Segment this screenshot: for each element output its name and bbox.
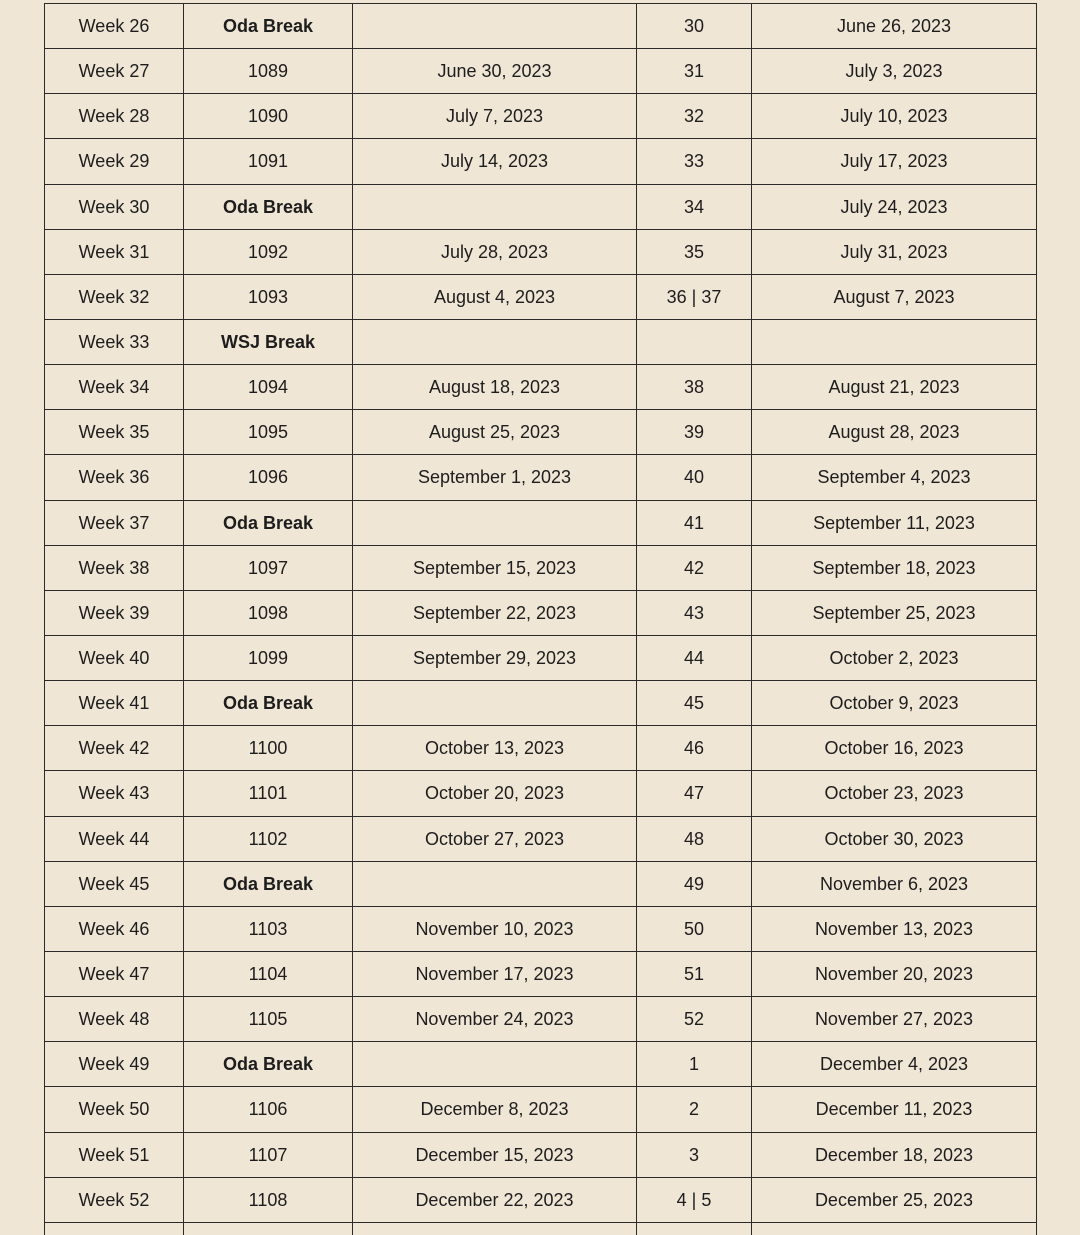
week-cell: Week 48 (45, 997, 184, 1042)
week-cell: Week 35 (45, 410, 184, 455)
chapter-date-cell (353, 500, 637, 545)
chapter-cell: 1093 (184, 274, 353, 319)
chapter-date-cell: November 17, 2023 (353, 951, 637, 996)
episode-date-cell: October 9, 2023 (752, 681, 1037, 726)
chapter-date-cell: June 30, 2023 (353, 49, 637, 94)
episode-date-cell: October 2, 2023 (752, 635, 1037, 680)
episode-cell: 35 (637, 229, 752, 274)
episode-date-cell: November 13, 2023 (752, 906, 1037, 951)
week-cell: Week 43 (45, 771, 184, 816)
episode-date-cell: August 21, 2023 (752, 365, 1037, 410)
week-cell: Week 47 (45, 951, 184, 996)
chapter-date-cell: November 24, 2023 (353, 997, 637, 1042)
chapter-date-cell: September 22, 2023 (353, 590, 637, 635)
episode-cell: 48 (637, 816, 752, 861)
table-row (45, 500, 1037, 545)
table-row (45, 590, 1037, 635)
week-cell: Week 32 (45, 274, 184, 319)
chapter-cell: WSJ Break (184, 319, 353, 364)
chapter-cell: 1097 (184, 545, 353, 590)
chapter-date-cell: July 7, 2023 (353, 94, 637, 139)
episode-date-cell: December 18, 2023 (752, 1132, 1037, 1177)
table-row (45, 771, 1037, 816)
table-row (45, 274, 1037, 319)
chapter-date-cell: August 18, 2023 (353, 365, 637, 410)
week-cell: Week 33 (45, 319, 184, 364)
release-schedule-table (44, 3, 1037, 1235)
episode-cell: 41 (637, 500, 752, 545)
week-cell: Week 31 (45, 229, 184, 274)
table-row (45, 94, 1037, 139)
week-cell: Week 27 (45, 49, 184, 94)
chapter-cell: 1099 (184, 635, 353, 680)
chapter-cell: 1108 (184, 1177, 353, 1222)
chapter-cell: 1096 (184, 455, 353, 500)
chapter-cell: 1095 (184, 410, 353, 455)
chapter-date-cell: December 15, 2023 (353, 1132, 637, 1177)
table-row (45, 4, 1037, 49)
chapter-cell: 1106 (184, 1087, 353, 1132)
episode-cell: 33 (637, 139, 752, 184)
week-cell: Week 39 (45, 590, 184, 635)
episode-date-cell: November 20, 2023 (752, 951, 1037, 996)
episode-cell: 52 (637, 997, 752, 1042)
table-row (45, 1087, 1037, 1132)
week-cell: Week 38 (45, 545, 184, 590)
episode-cell: 40 (637, 455, 752, 500)
chapter-date-cell: July 14, 2023 (353, 139, 637, 184)
week-cell: Week 45 (45, 861, 184, 906)
chapter-cell: 1090 (184, 94, 353, 139)
chapter-date-cell: August 4, 2023 (353, 274, 637, 319)
table-row (45, 635, 1037, 680)
chapter-cell: 1089 (184, 49, 353, 94)
table-row (45, 365, 1037, 410)
chapter-date-cell: October 20, 2023 (353, 771, 637, 816)
week-cell: Week 46 (45, 906, 184, 951)
week-cell: Week 29 (45, 139, 184, 184)
chapter-cell: 1105 (184, 997, 353, 1042)
chapter-cell: Oda Break (184, 500, 353, 545)
table-row (45, 906, 1037, 951)
chapter-cell: 1098 (184, 590, 353, 635)
chapter-cell: 1103 (184, 906, 353, 951)
chapter-date-cell: December 8, 2023 (353, 1087, 637, 1132)
chapter-date-cell: December 22, 2023 (353, 1177, 637, 1222)
week-cell: Week 51 (45, 1132, 184, 1177)
episode-date-cell: December 11, 2023 (752, 1087, 1037, 1132)
episode-date-cell: August 28, 2023 (752, 410, 1037, 455)
week-cell: Week 49 (45, 1042, 184, 1087)
table-row (45, 951, 1037, 996)
episode-cell: 51 (637, 951, 752, 996)
table-row (45, 816, 1037, 861)
chapter-cell: Oda Break (184, 861, 353, 906)
episode-cell: 38 (637, 365, 752, 410)
table-row-partial (45, 1222, 1037, 1235)
episode-date-cell: July 10, 2023 (752, 94, 1037, 139)
chapter-date-cell (353, 681, 637, 726)
episode-cell: 42 (637, 545, 752, 590)
episode-cell (637, 319, 752, 364)
table-row (45, 726, 1037, 771)
week-cell: Week 41 (45, 681, 184, 726)
episode-cell: 3 (637, 1132, 752, 1177)
chapter-date-cell: August 25, 2023 (353, 410, 637, 455)
chapter-cell: 1101 (184, 771, 353, 816)
chapter-cell: 1092 (184, 229, 353, 274)
episode-date-cell: July 17, 2023 (752, 139, 1037, 184)
episode-cell: 31 (637, 49, 752, 94)
episode-date-cell: July 31, 2023 (752, 229, 1037, 274)
episode-date-cell: September 4, 2023 (752, 455, 1037, 500)
chapter-cell: 1102 (184, 816, 353, 861)
episode-cell: 34 (637, 184, 752, 229)
episode-date-cell: December 4, 2023 (752, 1042, 1037, 1087)
empty-cell (353, 1222, 637, 1235)
table-row (45, 861, 1037, 906)
episode-cell: 32 (637, 94, 752, 139)
chapter-cell: 1094 (184, 365, 353, 410)
episode-date-cell: October 30, 2023 (752, 816, 1037, 861)
chapter-cell: Oda Break (184, 184, 353, 229)
week-cell: Week 37 (45, 500, 184, 545)
week-cell: Week 50 (45, 1087, 184, 1132)
table-row (45, 139, 1037, 184)
episode-date-cell: October 23, 2023 (752, 771, 1037, 816)
episode-cell: 4 | 5 (637, 1177, 752, 1222)
empty-cell (184, 1222, 353, 1235)
week-cell: Week 26 (45, 4, 184, 49)
chapter-date-cell: October 27, 2023 (353, 816, 637, 861)
week-cell: Week 36 (45, 455, 184, 500)
table-row (45, 997, 1037, 1042)
week-cell: Week 40 (45, 635, 184, 680)
week-cell: Week 30 (45, 184, 184, 229)
episode-cell: 50 (637, 906, 752, 951)
episode-cell: 43 (637, 590, 752, 635)
week-cell: Week 34 (45, 365, 184, 410)
empty-cell (45, 1222, 184, 1235)
episode-date-cell: November 6, 2023 (752, 861, 1037, 906)
episode-date-cell: August 7, 2023 (752, 274, 1037, 319)
week-cell: Week 44 (45, 816, 184, 861)
episode-date-cell: September 18, 2023 (752, 545, 1037, 590)
table-row (45, 455, 1037, 500)
episode-cell: 46 (637, 726, 752, 771)
episode-cell: 30 (637, 4, 752, 49)
chapter-cell: Oda Break (184, 681, 353, 726)
episode-date-cell (752, 319, 1037, 364)
week-cell: Week 52 (45, 1177, 184, 1222)
table-row (45, 49, 1037, 94)
table-row (45, 319, 1037, 364)
chapter-date-cell: September 1, 2023 (353, 455, 637, 500)
table-row (45, 410, 1037, 455)
chapter-date-cell (353, 184, 637, 229)
schedule-table-container (44, 3, 1036, 1235)
chapter-date-cell: November 10, 2023 (353, 906, 637, 951)
chapter-date-cell: September 29, 2023 (353, 635, 637, 680)
episode-date-cell: September 11, 2023 (752, 500, 1037, 545)
episode-cell: 45 (637, 681, 752, 726)
episode-cell: 44 (637, 635, 752, 680)
episode-date-cell: November 27, 2023 (752, 997, 1037, 1042)
episode-cell: 49 (637, 861, 752, 906)
chapter-date-cell: October 13, 2023 (353, 726, 637, 771)
chapter-date-cell (353, 1042, 637, 1087)
episode-date-cell: June 26, 2023 (752, 4, 1037, 49)
table-row (45, 1132, 1037, 1177)
table-row (45, 681, 1037, 726)
schedule-table-body (45, 4, 1037, 1235)
chapter-cell: Oda Break (184, 4, 353, 49)
episode-cell: 47 (637, 771, 752, 816)
week-cell: Week 42 (45, 726, 184, 771)
week-cell: Week 28 (45, 94, 184, 139)
table-row (45, 1177, 1037, 1222)
episode-cell: 36 | 37 (637, 274, 752, 319)
table-row (45, 184, 1037, 229)
empty-cell (752, 1222, 1037, 1235)
episode-cell: 1 (637, 1042, 752, 1087)
episode-date-cell: December 25, 2023 (752, 1177, 1037, 1222)
episode-date-cell: October 16, 2023 (752, 726, 1037, 771)
episode-date-cell: July 24, 2023 (752, 184, 1037, 229)
chapter-date-cell: September 15, 2023 (353, 545, 637, 590)
chapter-cell: 1104 (184, 951, 353, 996)
episode-date-cell: September 25, 2023 (752, 590, 1037, 635)
table-row (45, 229, 1037, 274)
chapter-date-cell (353, 4, 637, 49)
chapter-cell: Oda Break (184, 1042, 353, 1087)
episode-date-cell: July 3, 2023 (752, 49, 1037, 94)
episode-cell: 2 (637, 1087, 752, 1132)
table-row (45, 1042, 1037, 1087)
table-row (45, 545, 1037, 590)
chapter-date-cell (353, 319, 637, 364)
chapter-cell: 1100 (184, 726, 353, 771)
chapter-date-cell (353, 861, 637, 906)
episode-cell: 39 (637, 410, 752, 455)
chapter-cell: 1091 (184, 139, 353, 184)
chapter-date-cell: July 28, 2023 (353, 229, 637, 274)
chapter-cell: 1107 (184, 1132, 353, 1177)
empty-cell (637, 1222, 752, 1235)
